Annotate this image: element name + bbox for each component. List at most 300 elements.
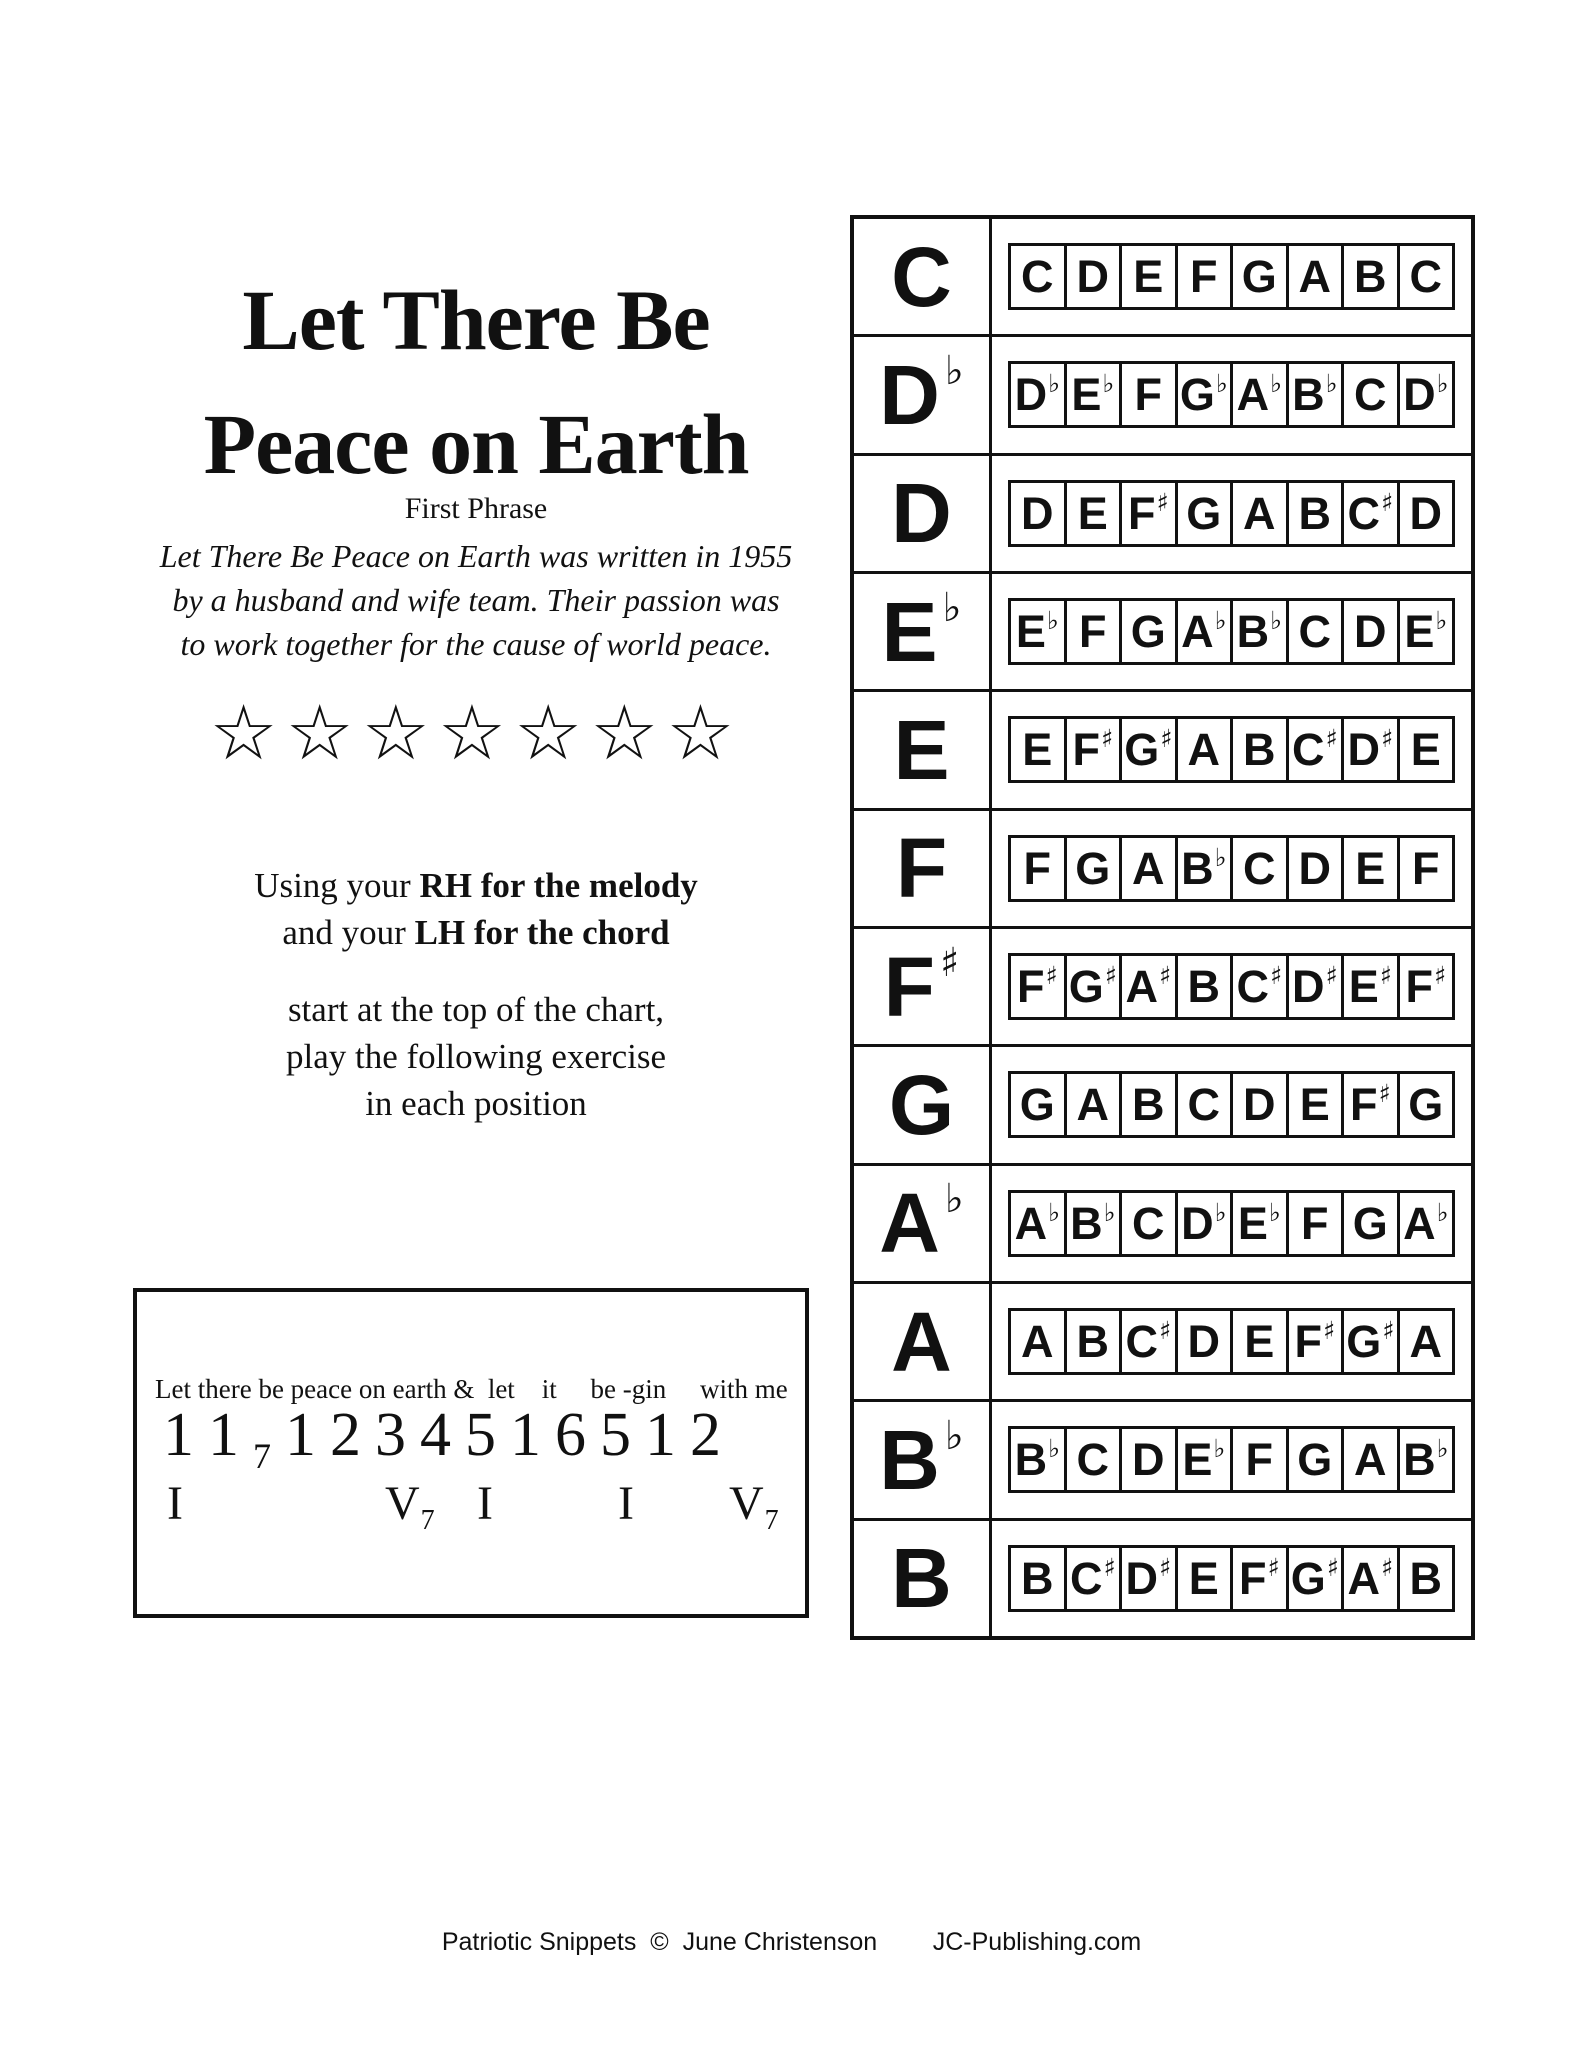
- note-cell: [1397, 838, 1453, 899]
- note-letter: A: [1021, 1316, 1054, 1368]
- exercise-line-1: start at the top of the chart,: [287, 990, 665, 1029]
- note-accidental: ♯: [1267, 1552, 1280, 1582]
- note-cell: [1230, 719, 1286, 780]
- note-letter: E: [1133, 251, 1164, 303]
- note-cell: [1011, 1548, 1064, 1609]
- key-cell: [854, 1166, 992, 1281]
- note-letter: F: [1349, 1079, 1378, 1131]
- note-cell: [1119, 364, 1175, 425]
- note-cell: [1397, 1548, 1453, 1609]
- scale-row-A-flat-sharp: [854, 1163, 1471, 1281]
- note-accidental: ♭: [1325, 369, 1338, 399]
- note-cell: [1119, 601, 1175, 662]
- note-cell: [1175, 1429, 1231, 1490]
- note-accidental: ♭: [1436, 369, 1449, 399]
- melody-number: 6: [555, 1401, 586, 1469]
- note-cell: [1119, 246, 1175, 307]
- key-label: A: [879, 1176, 940, 1271]
- note-letter: E: [1299, 1079, 1330, 1131]
- note-letter: G: [1352, 1197, 1388, 1249]
- note-cell: [1286, 1548, 1342, 1609]
- melody-number: 2: [690, 1401, 721, 1469]
- note-accidental: ♭: [1270, 606, 1282, 636]
- note-letter: A: [1076, 1079, 1109, 1131]
- note-cell: [1341, 719, 1397, 780]
- footer-site: JC-Publishing.com: [932, 1928, 1142, 1956]
- note-letter: B: [1243, 724, 1276, 776]
- note-letter: A: [1132, 842, 1165, 894]
- note-letter: E: [1348, 961, 1379, 1013]
- note-cell: [1230, 246, 1286, 307]
- key-cell: [854, 929, 992, 1044]
- key-label: B: [891, 1531, 952, 1626]
- note-cell: [1119, 1311, 1175, 1372]
- note-letter: G: [1297, 1434, 1333, 1486]
- note-letter: D: [1354, 606, 1387, 658]
- note-letter: D: [1243, 1079, 1276, 1131]
- history-line-2: by a husband and wife team. Their passion was: [172, 582, 780, 618]
- melody-number: 1: [645, 1401, 676, 1469]
- note-letter: D: [1298, 842, 1331, 894]
- note-letter: D: [1291, 961, 1325, 1013]
- note-cell: [1064, 364, 1120, 425]
- note-letter: B: [1021, 1552, 1054, 1604]
- scale-strip: [1008, 243, 1455, 310]
- note-cell: [1011, 956, 1064, 1017]
- scale-cell: [992, 811, 1471, 926]
- note-cell: [1341, 1074, 1397, 1135]
- note-cell: [1119, 838, 1175, 899]
- note-accidental: ♯: [1433, 961, 1447, 991]
- note-letter: F: [1016, 961, 1045, 1013]
- note-cell: [1286, 1074, 1342, 1135]
- note-cell: [1175, 601, 1231, 662]
- key-label: F: [895, 821, 948, 916]
- note-letter: B: [1014, 1434, 1048, 1486]
- exercise-line-2: play the following exercise: [285, 1037, 666, 1076]
- note-letter: B: [1409, 1552, 1442, 1604]
- footer: [0, 1928, 1583, 1957]
- star-icon: ☆: [209, 692, 286, 776]
- note-cell: [1011, 838, 1064, 899]
- scale-strip: [1008, 1545, 1455, 1612]
- note-cell: [1011, 1429, 1064, 1490]
- note-cell: [1230, 1548, 1286, 1609]
- note-accidental: ♭: [1214, 606, 1227, 636]
- note-letter: C: [1069, 1552, 1103, 1604]
- key-label: F: [883, 939, 935, 1034]
- note-cell: [1011, 483, 1064, 544]
- chord-row: [137, 1477, 805, 1540]
- note-letter: A: [1014, 1197, 1048, 1249]
- note-letter: B: [1132, 1079, 1165, 1131]
- note-letter: C: [1354, 369, 1387, 421]
- melody-number-row: [163, 1401, 721, 1476]
- history-line-1: Let There Be Peace on Earth was written in 1955: [159, 538, 793, 574]
- note-letter: E: [1410, 724, 1441, 776]
- scale-row-F-flat-sharp: [854, 926, 1471, 1044]
- history-line-3: to work together for the cause of world peace.: [180, 626, 772, 662]
- note-letter: G: [1241, 251, 1277, 303]
- key-label: C: [891, 229, 952, 324]
- note-cell: [1064, 601, 1120, 662]
- note-cell: [1341, 956, 1397, 1017]
- note-letter: D: [1403, 369, 1436, 421]
- note-letter: G: [1124, 724, 1160, 776]
- note-letter: A: [1187, 724, 1220, 776]
- note-cell: [1286, 956, 1342, 1017]
- note-letter: G: [1179, 369, 1215, 421]
- note-letter: F: [1245, 1434, 1273, 1486]
- note-cell: [1230, 1311, 1286, 1372]
- note-letter: F: [1134, 369, 1162, 421]
- note-cell: [1175, 1074, 1231, 1135]
- note-letter: C: [1243, 842, 1276, 894]
- note-cell: [1011, 1074, 1064, 1135]
- scale-cell: [992, 929, 1471, 1044]
- key-accidental: ♭: [944, 1176, 964, 1223]
- usage-text: [0, 862, 952, 956]
- note-letter: B: [1236, 606, 1270, 658]
- note-letter: G: [1019, 1079, 1055, 1131]
- note-accidental: ♯: [1104, 961, 1117, 991]
- chord-symbol: I: [477, 1477, 493, 1530]
- note-letter: A: [1354, 1434, 1387, 1486]
- scale-cell: [992, 1166, 1471, 1281]
- stars-row: [0, 694, 952, 774]
- star-icon: ☆: [361, 692, 438, 776]
- note-cell: [1341, 1548, 1397, 1609]
- note-letter: D: [1014, 369, 1048, 421]
- chord-subscript: 7: [764, 1505, 779, 1536]
- note-letter: G: [1346, 1316, 1382, 1368]
- note-cell: [1064, 1429, 1120, 1490]
- footer-author: June Christenson: [682, 1928, 878, 1956]
- note-letter: B: [1187, 961, 1220, 1013]
- lyrics-line: Let there be peace on earth & let it be -gin with me: [155, 1374, 788, 1404]
- scale-row-D: [854, 453, 1471, 571]
- note-cell: [1230, 364, 1286, 425]
- scale-cell: [992, 456, 1471, 571]
- melody-number: 5: [465, 1401, 496, 1469]
- note-accidental: ♯: [1325, 961, 1338, 991]
- note-letter: G: [1408, 1079, 1444, 1131]
- key-label: B: [879, 1412, 940, 1507]
- note-letter: F: [1294, 1316, 1322, 1368]
- note-cell: [1119, 1429, 1175, 1490]
- usage-line-2-bold: LH for the chord: [414, 913, 670, 952]
- note-cell: [1397, 1193, 1453, 1254]
- note-cell: [1064, 1193, 1120, 1254]
- note-letter: E: [1182, 1434, 1213, 1486]
- note-letter: F: [1127, 487, 1156, 539]
- note-accidental: ♭: [1270, 369, 1282, 399]
- scale-row-B: [854, 1518, 1471, 1636]
- note-letter: B: [1076, 1316, 1109, 1368]
- note-letter: D: [1187, 1316, 1220, 1368]
- subtitle: First Phrase: [404, 492, 548, 525]
- usage-line-2-normal: and your: [282, 913, 415, 952]
- note-letter: A: [1181, 606, 1214, 658]
- scale-row-C: [854, 219, 1471, 334]
- note-accidental: ♯: [1158, 961, 1172, 991]
- scale-strip: [1008, 716, 1455, 783]
- note-cell: [1286, 1193, 1342, 1254]
- note-accidental: ♯: [1379, 961, 1392, 991]
- note-cell: [1230, 1429, 1286, 1490]
- scale-cell: [992, 1402, 1471, 1517]
- note-accidental: ♭: [1048, 369, 1060, 399]
- note-cell: [1011, 719, 1064, 780]
- scale-row-B-flat-sharp: [854, 1399, 1471, 1517]
- note-cell: [1230, 601, 1286, 662]
- note-cell: [1011, 1311, 1064, 1372]
- note-letter: F: [1238, 1552, 1267, 1604]
- note-letter: F: [1190, 251, 1218, 303]
- note-cell: [1286, 1311, 1342, 1372]
- history-text: [0, 534, 952, 666]
- note-letter: E: [1244, 1316, 1275, 1368]
- note-letter: F: [1023, 842, 1051, 894]
- key-cell: [854, 1284, 992, 1399]
- note-letter: E: [1404, 606, 1435, 658]
- note-letter: G: [1075, 842, 1111, 894]
- page-title: [0, 258, 952, 506]
- scale-strip: [1008, 361, 1455, 428]
- star-icon: ☆: [514, 692, 591, 776]
- key-cell: [854, 692, 992, 807]
- note-letter: E: [1188, 1552, 1219, 1604]
- note-accidental: ♭: [1214, 842, 1227, 872]
- note-cell: [1230, 483, 1286, 544]
- note-letter: F: [1072, 724, 1100, 776]
- phrase-exercise-box: [133, 1288, 809, 1618]
- note-cell: [1286, 246, 1342, 307]
- melody-number: 4: [420, 1401, 451, 1469]
- note-cell: [1230, 1074, 1286, 1135]
- note-cell: [1175, 364, 1231, 425]
- scale-strip: [1008, 1308, 1455, 1375]
- note-accidental: ♭: [1048, 1197, 1060, 1227]
- melody-number: 5: [600, 1401, 631, 1469]
- note-accidental: ♯: [1382, 1316, 1395, 1346]
- scale-strip: [1008, 1190, 1455, 1257]
- note-cell: [1064, 246, 1120, 307]
- note-accidental: ♯: [1378, 1079, 1391, 1109]
- note-accidental: ♭: [1103, 1197, 1116, 1227]
- scale-strip: [1008, 953, 1455, 1020]
- note-accidental: ♭: [1214, 1197, 1227, 1227]
- scale-row-A: [854, 1281, 1471, 1399]
- note-letter: C: [1409, 251, 1442, 303]
- note-cell: [1286, 1429, 1342, 1490]
- note-accidental: ♯: [1158, 1552, 1172, 1582]
- key-label: G: [888, 1057, 955, 1152]
- note-cell: [1286, 483, 1342, 544]
- note-accidental: ♯: [1325, 724, 1338, 754]
- note-letter: B: [1181, 842, 1214, 894]
- key-accidental: ♭: [944, 1412, 964, 1459]
- key-label: E: [893, 702, 950, 797]
- note-letter: G: [1290, 1552, 1326, 1604]
- scale-row-F: [854, 808, 1471, 926]
- note-letter: C: [1291, 724, 1325, 776]
- note-cell: [1230, 1193, 1286, 1254]
- melody-number: 2: [330, 1401, 361, 1469]
- star-icon: ☆: [666, 692, 743, 776]
- scale-cell: [992, 219, 1471, 334]
- key-cell: [854, 574, 992, 689]
- key-label: E: [881, 584, 938, 679]
- scale-strip: [1008, 598, 1455, 665]
- note-letter: D: [1347, 724, 1380, 776]
- key-cell: [854, 219, 992, 334]
- scale-row-E-flat-sharp: [854, 571, 1471, 689]
- note-letter: C: [1076, 1434, 1109, 1486]
- star-icon: ☆: [285, 692, 362, 776]
- key-label: D: [891, 466, 952, 561]
- star-icon: ☆: [590, 692, 667, 776]
- note-cell: [1341, 1429, 1397, 1490]
- note-accidental: ♭: [1436, 1434, 1449, 1464]
- note-accidental: ♯: [1380, 724, 1394, 754]
- note-accidental: ♯: [1100, 724, 1114, 754]
- note-letter: F: [1079, 606, 1107, 658]
- note-letter: E: [1022, 724, 1053, 776]
- scale-strip: [1008, 835, 1455, 902]
- exercise-line-3: in each position: [365, 1084, 587, 1123]
- key-cell: [854, 811, 992, 926]
- note-letter: D: [1076, 251, 1109, 303]
- note-accidental: ♯: [1269, 961, 1283, 991]
- note-letter: G: [1130, 606, 1166, 658]
- exercise-text: [0, 986, 952, 1127]
- note-letter: C: [1347, 487, 1380, 539]
- scale-row-D-flat-sharp: [854, 334, 1471, 452]
- note-accidental: ♭: [1048, 1434, 1060, 1464]
- key-cell: [854, 456, 992, 571]
- note-letter: B: [1298, 487, 1331, 539]
- note-accidental: ♭: [1436, 1197, 1449, 1227]
- scale-strip: [1008, 480, 1455, 547]
- note-accidental: ♭: [1046, 606, 1059, 636]
- note-letter: D: [1125, 1552, 1158, 1604]
- key-label: A: [891, 1294, 952, 1389]
- note-accidental: ♯: [1322, 1316, 1336, 1346]
- note-cell: [1397, 246, 1453, 307]
- note-letter: F: [1405, 961, 1433, 1013]
- footer-series: Patriotic Snippets: [441, 1928, 637, 1956]
- note-letter: A: [1298, 251, 1331, 303]
- melody-number: 1: [285, 1401, 316, 1469]
- note-letter: D: [1132, 1434, 1165, 1486]
- note-cell: [1286, 838, 1342, 899]
- note-cell: [1175, 246, 1231, 307]
- note-letter: C: [1125, 1316, 1158, 1368]
- note-cell: [1011, 364, 1064, 425]
- note-letter: B: [1354, 251, 1387, 303]
- scale-cell: [992, 1047, 1471, 1162]
- note-cell: [1341, 483, 1397, 544]
- scale-strip: [1008, 1426, 1455, 1493]
- note-cell: [1011, 246, 1064, 307]
- note-letter: C: [1298, 606, 1331, 658]
- note-cell: [1397, 719, 1453, 780]
- note-cell: [1175, 838, 1231, 899]
- note-letter: A: [1243, 487, 1276, 539]
- note-letter: A: [1347, 1552, 1380, 1604]
- note-letter: C: [1021, 251, 1054, 303]
- note-cell: [1119, 1193, 1175, 1254]
- scale-chart: [850, 215, 1475, 1640]
- note-cell: [1175, 1548, 1231, 1609]
- note-cell: [1064, 1074, 1120, 1135]
- melody-number: 1: [163, 1401, 194, 1469]
- note-letter: E: [1355, 842, 1386, 894]
- note-letter: A: [1409, 1316, 1442, 1368]
- note-letter: E: [1015, 606, 1046, 658]
- note-accidental: ♭: [1102, 369, 1115, 399]
- note-cell: [1230, 956, 1286, 1017]
- note-accidental: ♯: [1103, 1552, 1116, 1582]
- note-letter: D: [1021, 487, 1054, 539]
- note-letter: D: [1181, 1197, 1214, 1249]
- note-cell: [1064, 956, 1120, 1017]
- note-letter: B: [1403, 1434, 1436, 1486]
- note-cell: [1341, 838, 1397, 899]
- note-cell: [1064, 838, 1120, 899]
- note-cell: [1397, 1311, 1453, 1372]
- note-cell: [1341, 364, 1397, 425]
- note-letter: C: [1187, 1079, 1220, 1131]
- scale-row-E: [854, 689, 1471, 807]
- scale-cell: [992, 692, 1471, 807]
- note-cell: [1175, 483, 1231, 544]
- note-letter: C: [1236, 961, 1269, 1013]
- note-cell: [1397, 364, 1453, 425]
- note-letter: B: [1292, 369, 1325, 421]
- note-cell: [1064, 483, 1120, 544]
- key-label: D: [879, 347, 940, 442]
- note-accidental: ♯: [1045, 961, 1058, 991]
- note-cell: [1286, 601, 1342, 662]
- footer-copyright: ©: [650, 1928, 669, 1956]
- chord-symbol: I: [618, 1477, 634, 1530]
- note-letter: A: [1236, 369, 1270, 421]
- note-cell: [1175, 719, 1231, 780]
- note-cell: [1175, 1193, 1231, 1254]
- note-cell: [1175, 956, 1231, 1017]
- note-cell: [1286, 364, 1342, 425]
- note-cell: [1064, 1311, 1120, 1372]
- note-cell: [1397, 601, 1453, 662]
- scale-cell: [992, 1284, 1471, 1399]
- note-cell: [1119, 719, 1175, 780]
- note-cell: [1341, 1193, 1397, 1254]
- note-cell: [1397, 956, 1453, 1017]
- scale-cell: [992, 1521, 1471, 1636]
- note-cell: [1119, 483, 1175, 544]
- title-line-2: Peace on Earth: [203, 396, 749, 492]
- note-accidental: ♭: [1435, 606, 1448, 636]
- note-cell: [1341, 601, 1397, 662]
- key-accidental: ♭: [942, 584, 962, 631]
- note-cell: [1064, 1548, 1120, 1609]
- note-cell: [1011, 601, 1064, 662]
- key-cell: [854, 1402, 992, 1517]
- note-cell: [1064, 719, 1120, 780]
- note-cell: [1011, 1193, 1064, 1254]
